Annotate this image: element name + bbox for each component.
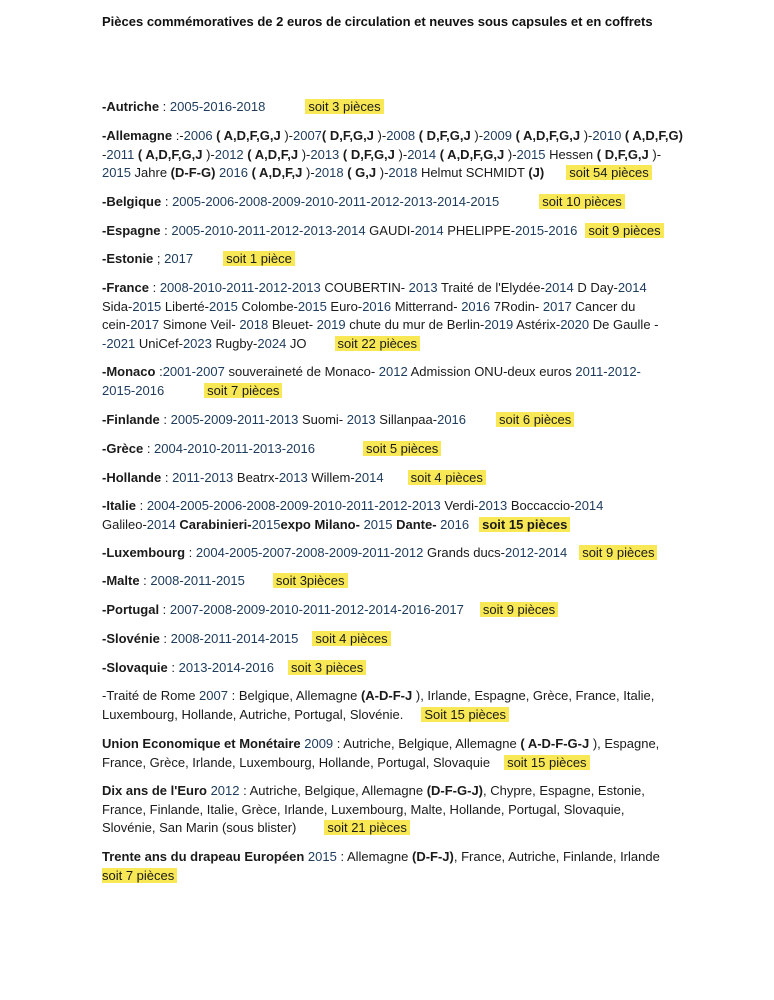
count-badge: soit 6 pièces (496, 412, 574, 427)
country-label: -Estonie (102, 251, 154, 266)
entry-malte: -Malte : 2008-2011-2015 soit 3pièces (102, 572, 702, 591)
country-label: -Autriche (102, 99, 160, 114)
entry-espagne: -Espagne : 2005-2010-2011-2012-2013-2014 GAUDI-2014 PHELIPPE-2015-2016 soit 9 pièces (102, 222, 722, 241)
entry-union-economique: Union Economique et Monétaire 2009 : Autriche, Belgique, Allemagne ( A-D-F-G-J ), Espagne, France, Grèce, Irlande, Luxembourg, Hollande, Portugal, Slovaquie soit 15 pièces (102, 736, 660, 770)
document-title: Pièces commémoratives de 2 euros de circulation et neuves sous capsules et en coffrets (102, 14, 653, 29)
country-label: -Espagne (102, 223, 161, 238)
country-label: -Allemagne (102, 128, 173, 143)
entry-autriche: -Autriche : 2005-2016-2018 soit 3 pièces (102, 98, 702, 117)
count-badge: soit 21 pièces (324, 820, 410, 835)
entry-monaco: -Monaco :2001-2007 souveraineté de Monaco- 2012 Admission ONU-deux euros 2011-2012- 2015-2016 soit 7 pièces (102, 364, 641, 398)
country-label: -France (102, 280, 149, 295)
section-label: Union Economique et Monétaire (102, 736, 301, 751)
section-label: -Traité de Rome (102, 688, 196, 703)
country-label: -Portugal (102, 602, 160, 617)
entry-dix-ans-euro: Dix ans de l'Euro 2012 : Autriche, Belgique, Allemagne (D-F-G-J), Chypre, Espagne, Estonie, France, Finlande, Italie, Grèce, Irlande, Luxembourg, Malte, Hollande, Portugal, Slovaquie, Slovénie, San Marin (sous blister) soit 21 pièces (102, 783, 645, 836)
count-badge: Soit 15 pièces (421, 707, 509, 722)
country-label: -Slovaquie (102, 660, 168, 675)
entry-allemagne: -Allemagne :-2006 ( A,D,F,G,J )-2007( D,F,G,J )-2008 ( D,F,G,J )-2009 ( A,D,F,G,J )-2010 ( A,D,F,G) -2011 ( A,D,F,G,J )-2012 ( A,D,F,J )-2013 ( D,F,G,J )-2014 ( A,D,F,G,J )-2015 Hessen ( D,F,G,J )- 2015 Jahre (D-F-G) 2016 ( A,D,F,J )-2018 ( G,J )-2018 Helmut SCHMIDT (J) soit 54 pièces (102, 128, 683, 181)
count-badge: soit 5 pièces (363, 441, 441, 456)
entry-belgique: -Belgique : 2005-2006-2008-2009-2010-2011-2012-2013-2014-2015 soit 10 pièces (102, 193, 702, 212)
entry-italie: -Italie : 2004-2005-2006-2008-2009-2010-2011-2012-2013 Verdi-2013 Boccaccio-2014 Galileo-2014 Carabinieri-2015expo Milano- 2015 Dante- 2016 soit 15 pièces (102, 498, 604, 532)
country-label: -Malte (102, 573, 140, 588)
section-label: Trente ans du drapeau Européen (102, 849, 305, 864)
country-label: -Slovénie (102, 631, 160, 646)
country-label: -Italie (102, 498, 136, 513)
country-label: -Hollande (102, 470, 162, 485)
count-badge: soit 4 pièces (312, 631, 390, 646)
count-badge: soit 1 pièce (223, 251, 295, 266)
country-label: -Belgique (102, 194, 162, 209)
entry-estonie: -Estonie ; 2017 soit 1 pièce (102, 250, 702, 269)
count-badge: soit 54 pièces (566, 165, 652, 180)
entry-portugal: -Portugal : 2007-2008-2009-2010-2011-2012-2014-2016-2017 soit 9 pièces (102, 601, 702, 620)
entry-slovaquie: -Slovaquie : 2013-2014-2016 soit 3 pièces (102, 659, 702, 678)
count-badge: soit 10 pièces (539, 194, 625, 209)
count-badge: soit 3pièces (273, 573, 348, 588)
entry-trente-ans-drapeau: Trente ans du drapeau Européen 2015 : Allemagne (D-F-J), France, Autriche, Finlande, Irlande soit 7 pièces (102, 849, 660, 883)
count-badge: soit 15 pièces (504, 755, 590, 770)
entry-hollande: -Hollande : 2011-2013 Beatrx-2013 Willem-2014 soit 4 pièces (102, 469, 702, 488)
count-badge: soit 3 pièces (288, 660, 366, 675)
section-label: Dix ans de l'Euro (102, 783, 207, 798)
country-label: -Finlande (102, 412, 160, 427)
entry-traite-de-rome: -Traité de Rome 2007 : Belgique, Allemagne (A-D-F-J ), Irlande, Espagne, Grèce, France, Italie, Luxembourg, Hollande, Autriche, Portugal, Slovénie. Soit 15 pièces (102, 688, 655, 722)
country-label: -Grèce (102, 441, 144, 456)
count-badge: soit 3 pièces (305, 99, 383, 114)
entry-finlande: -Finlande : 2005-2009-2011-2013 Suomi- 2013 Sillanpaa-2016 soit 6 pièces (102, 411, 702, 430)
count-badge: soit 7 pièces (102, 868, 177, 883)
country-label: -Monaco (102, 364, 156, 379)
count-badge: soit 22 pièces (335, 336, 421, 351)
entry-slovenie: -Slovénie : 2008-2011-2014-2015 soit 4 pièces (102, 630, 702, 649)
count-badge: soit 9 pièces (480, 602, 558, 617)
count-badge: soit 15 pièces (479, 517, 570, 532)
count-badge: soit 9 pièces (585, 223, 663, 238)
entry-grece: -Grèce : 2004-2010-2011-2013-2016 soit 5 pièces (102, 440, 702, 459)
years: 2005-2006-2008-2009-2010-2011-2012-2013-2014-2015 (172, 194, 500, 209)
years: 2005-2016-2018 (169, 99, 266, 114)
count-badge: soit 7 pièces (204, 383, 282, 398)
entry-france: -France : 2008-2010-2011-2012-2013 COUBERTIN- 2013 Traité de l'Elydée-2014 D Day-2014 Sida-2015 Liberté-2015 Colombe-2015 Euro-2016 Mitterrand- 2016 7Rodin- 2017 Cancer du cein-2017 Simone Veil- 2018 Bleuet- 2019 chute du mur de Berlin-2019 Astérix-2020 De Gaulle - -2021 UniCef-2023 Rugby-2024 JO soit 22 pièces (102, 280, 659, 351)
country-label: -Luxembourg (102, 545, 186, 560)
entry-luxembourg: -Luxembourg : 2004-2005-2007-2008-2009-2011-2012 Grands ducs-2012-2014 soit 9 pièces (102, 544, 722, 563)
count-badge: soit 9 pièces (579, 545, 657, 560)
count-badge: soit 4 pièces (408, 470, 486, 485)
